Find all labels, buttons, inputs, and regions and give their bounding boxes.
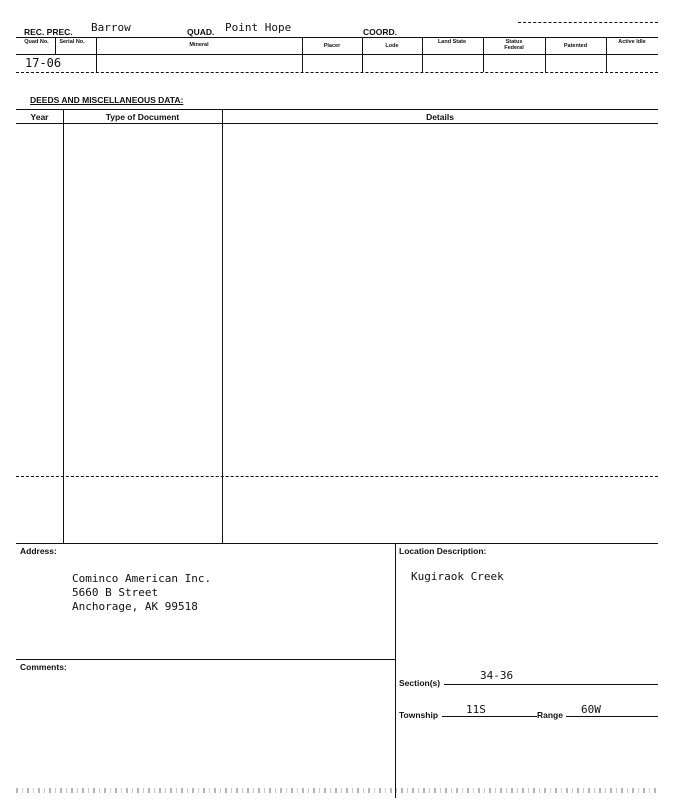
col-lode: Lode: [385, 43, 399, 49]
deeds-rule-top: [16, 109, 658, 110]
col-placer: Placer: [323, 43, 341, 49]
header-rule-top: [16, 37, 658, 38]
township-underline: [442, 716, 537, 717]
header-rule-bottom: [16, 72, 658, 73]
rec-prec-value[interactable]: Barrow: [91, 21, 131, 34]
col-year: Year: [30, 112, 49, 122]
col-quad-no: Quad No.: [24, 39, 49, 45]
address-divider: [395, 543, 396, 798]
address-line-1[interactable]: Cominco American Inc.: [72, 572, 212, 585]
deeds-section-title: DEEDS AND MISCELLANEOUS DATA:: [30, 95, 184, 105]
range-value[interactable]: 60W: [581, 703, 601, 716]
quad-no-value[interactable]: 17-06: [25, 56, 62, 70]
address-line-2[interactable]: 5660 B Street: [72, 586, 159, 599]
deeds-rule-header: [16, 123, 658, 124]
sections-label: Section(s): [399, 678, 441, 688]
header-dash: [518, 22, 658, 23]
comments-label: Comments:: [20, 662, 67, 672]
rec-prec-label: REC. PREC.: [24, 27, 73, 37]
coord-label: COORD.: [363, 27, 397, 37]
township-label: Township: [399, 710, 439, 720]
address-rule-top: [16, 543, 658, 544]
sections-value[interactable]: 34-36: [480, 669, 514, 682]
deeds-divider-type: [222, 109, 223, 543]
quad-value[interactable]: Point Hope: [225, 21, 292, 34]
col-serial-no: Serial No.: [59, 39, 85, 45]
col-divider: [606, 37, 607, 72]
col-divider: [55, 37, 56, 54]
deeds-divider-year: [63, 109, 64, 543]
col-active-idle: Active Idle: [618, 39, 646, 45]
comments-rule: [16, 659, 395, 660]
col-divider: [302, 37, 303, 72]
col-divider: [422, 37, 423, 72]
scan-noise-strip: [16, 788, 656, 793]
range-label: Range: [537, 710, 563, 720]
col-land-status-state: Land State: [437, 39, 467, 45]
col-status-federal: Status Federal: [504, 39, 524, 51]
address-line-3[interactable]: Anchorage, AK 99518: [72, 600, 198, 613]
col-type-of-document: Type of Document: [105, 112, 180, 122]
col-divider: [362, 37, 363, 72]
quad-label: QUAD.: [187, 27, 215, 37]
location-label: Location Description:: [399, 546, 487, 556]
range-underline: [566, 716, 658, 717]
col-details: Details: [426, 112, 454, 122]
township-value[interactable]: 11S: [466, 703, 486, 716]
col-mineral: Mineral: [189, 42, 209, 48]
col-divider: [483, 37, 484, 72]
location-value[interactable]: Kugiraok Creek: [411, 570, 504, 583]
header-rule-mid: [16, 54, 658, 55]
col-divider: [545, 37, 546, 72]
col-patented: Patented: [563, 43, 588, 49]
address-label: Address:: [20, 546, 57, 556]
deeds-dashed-rule: [16, 476, 658, 477]
sections-underline: [444, 684, 658, 685]
